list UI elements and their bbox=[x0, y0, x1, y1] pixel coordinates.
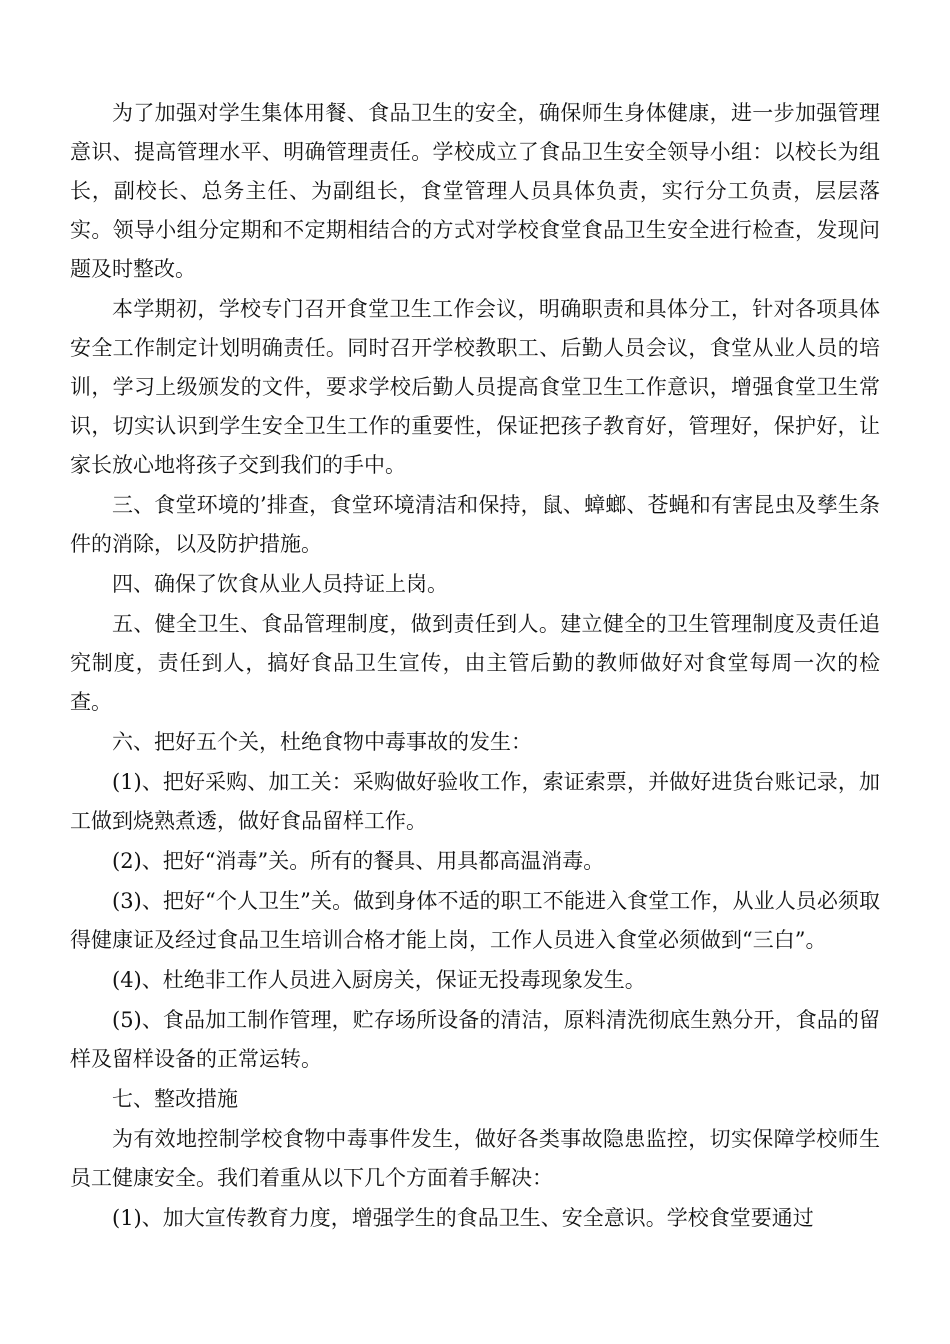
paragraph-measures-intro: 为有效地控制学校食物中毒事件发生，做好各类事故隐患监控，切实保障学校师生员工健康安全。我们着重从以下几个方面着手解决： bbox=[70, 1127, 880, 1190]
paragraph-measure-1: (1)、加大宣传教育力度，增强学生的食品卫生、安全意识。学校食堂要通过 bbox=[112, 1206, 814, 1230]
document-body bbox=[70, 94, 880, 1239]
paragraph-item-1: (1)、把好采购、加工关：采购做好验收工作，索证索票，并做好进货台账记录，加工做到烧熟煮透，做好食品留样工作。 bbox=[70, 770, 880, 833]
paragraph-section-6: 六、把好五个关，杜绝食物中毒事故的发生： bbox=[112, 730, 532, 754]
paragraph-item-4: (4)、杜绝非工作人员进入厨房关，保证无投毒现象发生。 bbox=[112, 968, 646, 992]
paragraph-section-7: 七、整改措施 bbox=[112, 1087, 238, 1111]
paragraph-section-5: 五、健全卫生、食品管理制度，做到责任到人。建立健全的卫生管理制度及责任追究制度，责任到人，搞好食品卫生宣传，由主管后勤的教师做好对食堂每周一次的检查。 bbox=[70, 612, 880, 714]
paragraph-section-4: 四、确保了饮食从业人员持证上岗。 bbox=[112, 572, 448, 596]
paragraph-section-3: 三、食堂环境的’排查，食堂环境清洁和保持，鼠、蟑螂、苍蝇和有害昆虫及孳生条件的消除，以及防护措施。 bbox=[70, 493, 880, 556]
paragraph-item-5: (5)、食品加工制作管理，贮存场所设备的清洁，原料清洗彻底生熟分开，食品的留样及留样设备的正常运转。 bbox=[70, 1008, 880, 1071]
paragraph-item-3: (3)、把好“个人卫生”关。做到身体不适的职工不能进入食堂工作，从业人员必须取得健康证及经过食品卫生培训合格才能上岗，工作人员进入食堂必须做到“三白”。 bbox=[70, 889, 880, 952]
paragraph-item-2: (2)、把好“消毒”关。所有的餐具、用具都高温消毒。 bbox=[112, 849, 605, 873]
paragraph-intro: 为了加强对学生集体用餐、食品卫生的安全，确保师生身体健康，进一步加强管理意识、提高管理水平、明确管理责任。学校成立了食品卫生安全领导小组：以校长为组长，副校长、总务主任、为副组长，食堂管理人员具体负责，实行分工负责，层层落实。领导小组分定期和不定期相结合的方式对学校食堂食品卫生安全进行检查，发现问题及时整改。 bbox=[70, 101, 880, 281]
paragraph-semester-meeting: 本学期初，学校专门召开食堂卫生工作会议，明确职责和具体分工，针对各项具体安全工作制定计划明确责任。同时召开学校教职工、后勤人员会议，食堂从业人员的培训，学习上级颁发的文件，要求学校后勤人员提高食堂卫生工作意识，增强食堂卫生常识，切实认识到学生安全卫生工作的重要性，保证把孩子教育好，管理好，保护好，让家长放心地将孩子交到我们的手中。 bbox=[70, 297, 880, 477]
